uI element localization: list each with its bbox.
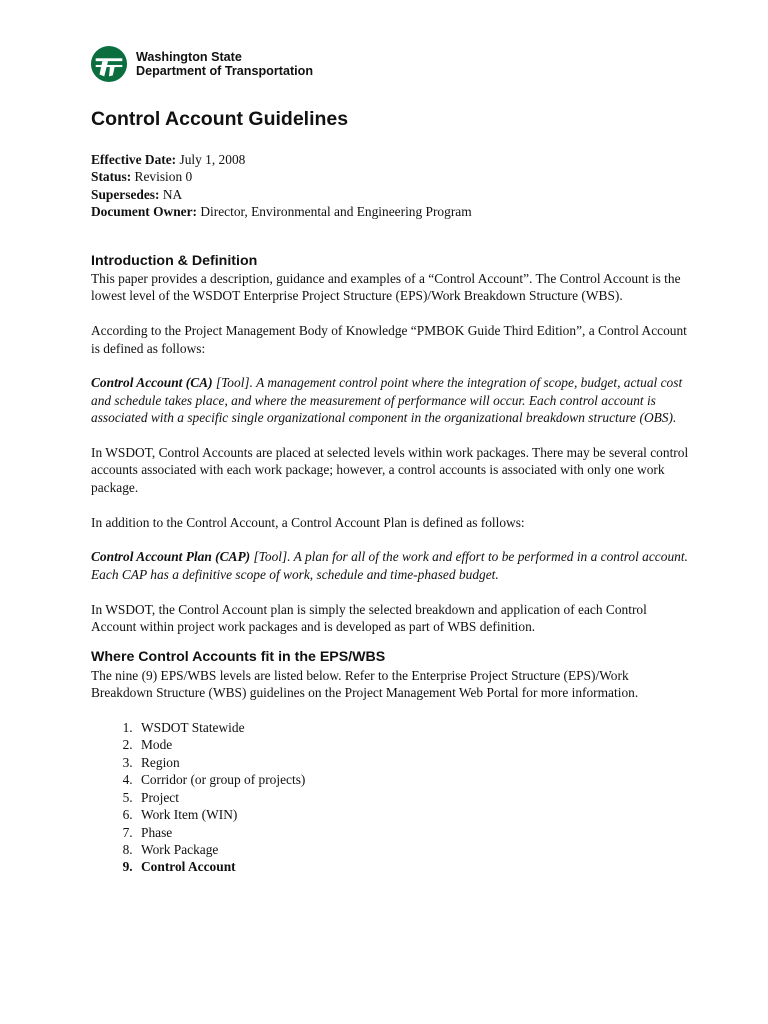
status — [91, 168, 691, 185]
supersedes — [91, 186, 691, 203]
control-account-term: Control Account (CA) — [91, 375, 213, 391]
document-owner-label: Document Owner: — [91, 204, 197, 220]
status-label: Status: — [91, 169, 132, 185]
org-line-1: Washington State — [136, 50, 242, 64]
fit-heading: Where Control Accounts fit in the EPS/WBS — [91, 649, 386, 666]
supersedes-label: Supersedes: — [91, 186, 160, 202]
intro-paragraph-2: According to the Project Management Body of Knowledge “PMBOK Guide Third Edition”, a Control Account is defined as follows: — [91, 323, 687, 356]
intro-paragraph-3: In WSDOT, Control Accounts are placed at selected levels within work packages. There may be several control accounts associated with each work package; however, a control accounts is associated with only one work package. — [91, 445, 689, 495]
effective-date — [91, 151, 691, 168]
status-value: Revision 0 — [134, 169, 193, 185]
document-owner-value: Director, Environmental and Engineering Program — [200, 204, 472, 220]
effective-date-label: Effective Date: — [91, 152, 177, 167]
list-item: 4. Corridor (or group of projects) — [136, 771, 691, 788]
list-item-control-account: 9. Control Account — [136, 858, 691, 875]
list-item: 5. Project — [136, 789, 691, 806]
intro-paragraph-1: This paper provides a description, guidance and examples of a “Control Account”. The Control Account is the lowest level of the WSDOT Enterprise Project Structure (EPS)/Work Breakdown Structure (WBS). — [91, 271, 681, 304]
list-item: 2. Mode — [136, 736, 691, 753]
control-account-definition — [91, 374, 691, 426]
document-metadata — [91, 151, 691, 221]
list-item: 8. Work Package — [136, 841, 691, 858]
list-item: 6. Work Item (WIN) — [136, 806, 691, 823]
org-name — [136, 50, 313, 78]
control-account-text: [Tool]. A management control point where the integration of scope, budget, actual cost and schedule takes place, and where the measurement of performance will occur. Each control account is associated with a specific single organizational component in the organizational breakdown structure (OBS). — [91, 375, 683, 426]
header — [90, 45, 313, 83]
intro-paragraph-5: In WSDOT, the Control Account plan is simply the selected breakdown and application of each Control Account within project work packages and is developed as part of WBS definition. — [91, 601, 647, 635]
list-item: 7. Phase — [136, 824, 691, 841]
control-account-plan-text: [Tool]. A plan for all of the work and effort to be performed in a control account. Each CAP has a definitive scope of work, schedule and time-phased budget. — [91, 549, 688, 582]
supersedes-value: NA — [162, 186, 183, 202]
control-account-plan-definition — [91, 548, 691, 583]
control-account-plan-term: Control Account Plan (CAP) — [91, 549, 251, 565]
document-body — [91, 107, 691, 876]
document-owner — [91, 203, 691, 220]
fit-paragraph-1: The nine (9) EPS/WBS levels are listed below. Refer to the Enterprise Project Structure (EPS)/Work Breakdown Structure (WBS) guidelines on the Project Management Web Portal for more information. — [91, 667, 639, 701]
list-item: 3. Region — [136, 754, 691, 771]
intro-heading: Introduction & Definition — [91, 252, 258, 269]
org-line-2: Department of Transportation — [136, 64, 314, 78]
page-title: Control Account Guidelines — [91, 108, 349, 130]
eps-wbs-levels-list — [91, 719, 691, 876]
intro-paragraph-4: In addition to the Control Account, a Control Account Plan is defined as follows: — [91, 514, 525, 530]
effective-date-value: July 1, 2008 — [179, 152, 246, 167]
list-item: 1. WSDOT Statewide — [136, 719, 691, 736]
wsdot-logo-icon — [90, 45, 128, 83]
